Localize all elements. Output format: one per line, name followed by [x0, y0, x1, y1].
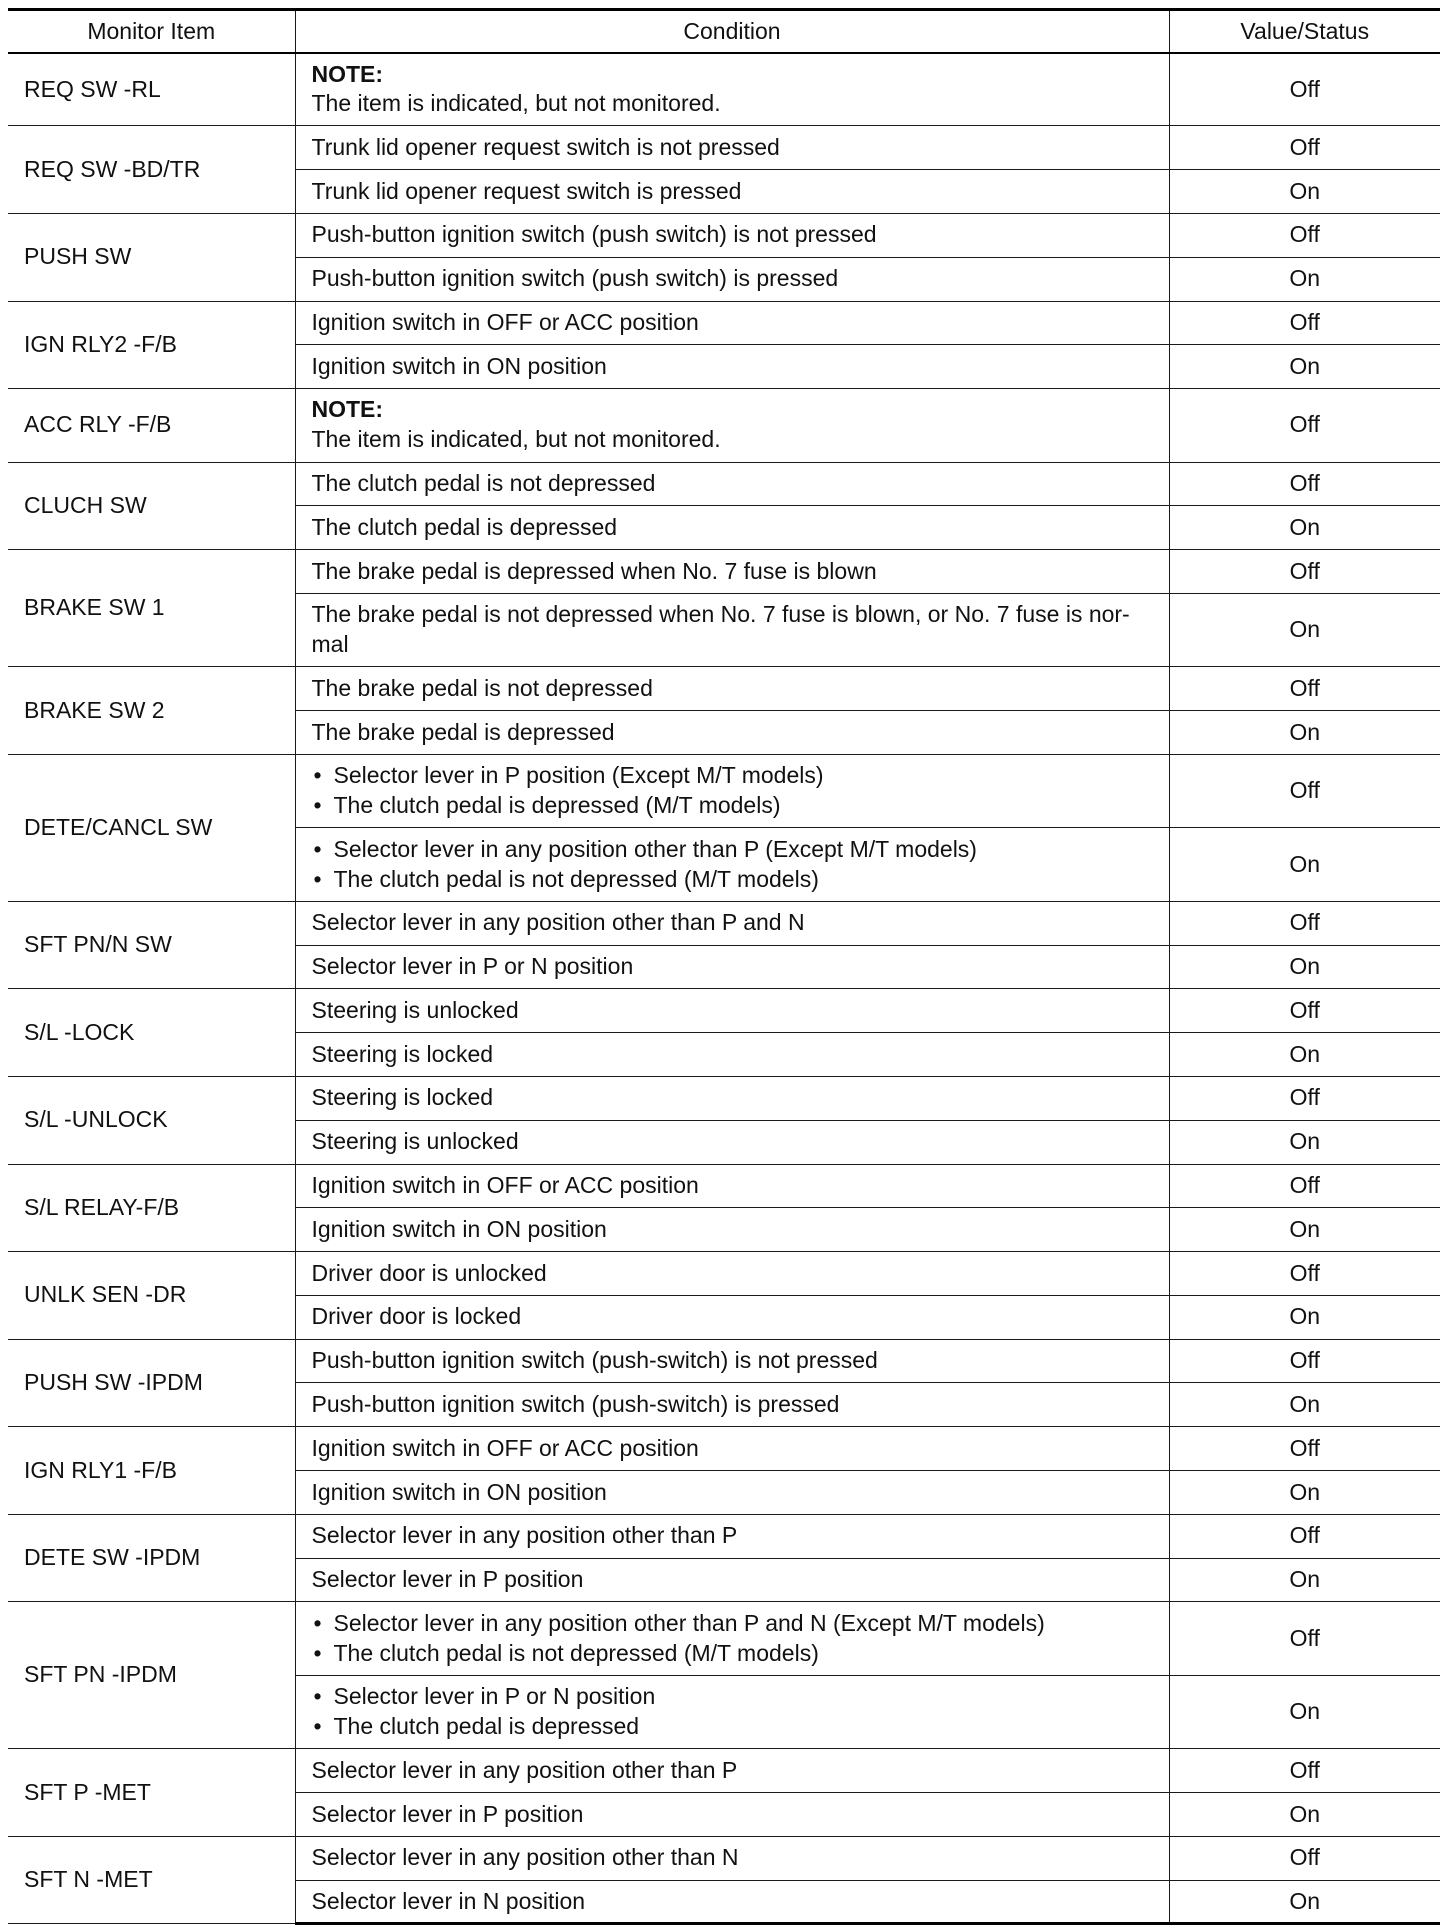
monitor-item-cell: ACC RLY -F/B	[8, 389, 295, 462]
condition-text: Driver door is unlocked	[311, 1259, 547, 1286]
condition-cell	[295, 1164, 1169, 1208]
value-status-cell: Off	[1169, 550, 1440, 594]
value-status-cell: Off	[1169, 1252, 1440, 1296]
condition-cell	[295, 257, 1169, 301]
monitor-item-cell: IGN RLY1 -F/B	[8, 1427, 295, 1515]
table-row	[8, 126, 1440, 170]
condition-cell	[295, 1383, 1169, 1427]
condition-text: The clutch pedal is not depressed	[311, 470, 656, 497]
condition-bullet-list	[312, 1609, 1153, 1669]
note-text: The item is indicated, but not monitored.	[311, 90, 721, 117]
monitor-item-cell: DETE SW -IPDM	[8, 1514, 295, 1602]
monitor-item-cell: DETE/CANCL SW	[8, 754, 295, 901]
condition-bullet-item: • The clutch pedal is not depressed (M/T models)	[312, 1639, 1153, 1669]
value-status-cell: Off	[1169, 462, 1440, 506]
condition-text: Trunk lid opener request switch is pressed	[311, 177, 742, 204]
table-row	[8, 213, 1440, 257]
table-row	[8, 754, 1440, 827]
condition-cell	[295, 901, 1169, 945]
table-row	[8, 389, 1440, 462]
monitor-item-cell: S/L -LOCK	[8, 989, 295, 1077]
monitor-item-cell: PUSH SW	[8, 213, 295, 301]
header-row	[8, 10, 1440, 53]
condition-cell	[295, 1836, 1169, 1880]
condition-cell	[295, 711, 1169, 755]
condition-cell	[295, 1471, 1169, 1515]
value-status-cell: On	[1169, 257, 1440, 301]
condition-cell	[295, 53, 1169, 126]
condition-cell	[295, 170, 1169, 214]
table-body	[8, 53, 1440, 1924]
monitor-item-cell: SFT P -MET	[8, 1749, 295, 1837]
table-row	[8, 1164, 1440, 1208]
condition-cell	[295, 989, 1169, 1033]
value-status-cell: Off	[1169, 901, 1440, 945]
value-status-cell: Off	[1169, 1514, 1440, 1558]
table-row	[8, 1836, 1440, 1880]
condition-cell	[295, 754, 1169, 827]
table-row	[8, 301, 1440, 345]
value-status-cell: Off	[1169, 1749, 1440, 1793]
condition-cell	[295, 1749, 1169, 1793]
table-row	[8, 1514, 1440, 1558]
value-status-cell: Off	[1169, 1076, 1440, 1120]
condition-text: Selector lever in N position	[311, 1887, 586, 1914]
condition-cell	[295, 828, 1169, 901]
condition-cell	[295, 1675, 1169, 1748]
condition-text: Selector lever in P position	[311, 1566, 584, 1593]
monitor-item-cell: REQ SW -RL	[8, 53, 295, 126]
value-status-cell: Off	[1169, 126, 1440, 170]
value-status-cell: On	[1169, 506, 1440, 550]
value-status-cell: Off	[1169, 389, 1440, 462]
condition-cell	[295, 1252, 1169, 1296]
condition-text: Ignition switch in OFF or ACC position	[311, 1171, 699, 1198]
header-monitor-item: Monitor Item	[8, 10, 295, 53]
condition-text: Steering is locked	[311, 1084, 494, 1111]
condition-bullet-item: • The clutch pedal is depressed	[312, 1712, 1153, 1742]
value-status-cell: Off	[1169, 989, 1440, 1033]
value-status-cell: Off	[1169, 1339, 1440, 1383]
value-status-cell: On	[1169, 711, 1440, 755]
monitor-item-cell: S/L RELAY-F/B	[8, 1164, 295, 1252]
value-status-cell: On	[1169, 1295, 1440, 1339]
monitor-item-cell: S/L -UNLOCK	[8, 1076, 295, 1164]
note-label: NOTE:	[311, 396, 384, 423]
monitor-item-cell: SFT PN/N SW	[8, 901, 295, 989]
value-status-cell: On	[1169, 1880, 1440, 1924]
value-status-cell: Off	[1169, 213, 1440, 257]
monitor-item-cell: BRAKE SW 1	[8, 550, 295, 667]
condition-text: Driver door is locked	[311, 1303, 522, 1330]
table-row	[8, 667, 1440, 711]
condition-cell	[295, 667, 1169, 711]
value-status-cell: Off	[1169, 1602, 1440, 1675]
value-status-cell: On	[1169, 945, 1440, 989]
condition-text: Ignition switch in OFF or ACC position	[311, 1434, 699, 1461]
condition-text: Steering is unlocked	[311, 1128, 519, 1155]
condition-cell	[295, 462, 1169, 506]
condition-text: Ignition switch in ON position	[311, 352, 607, 379]
value-status-cell: On	[1169, 828, 1440, 901]
value-status-cell: On	[1169, 593, 1440, 666]
value-status-cell: On	[1169, 1558, 1440, 1602]
value-status-cell: Off	[1169, 301, 1440, 345]
monitor-item-cell: BRAKE SW 2	[8, 667, 295, 755]
table-row	[8, 462, 1440, 506]
condition-text: Ignition switch in ON position	[311, 1215, 607, 1242]
value-status-cell: Off	[1169, 53, 1440, 126]
value-status-cell: On	[1169, 1675, 1440, 1748]
condition-cell	[295, 213, 1169, 257]
condition-cell	[295, 1295, 1169, 1339]
condition-text: The brake pedal is depressed	[311, 718, 615, 745]
condition-bullet-item: • Selector lever in any position other than P and N (Except M/T models)	[312, 1609, 1153, 1639]
condition-text: Steering is unlocked	[311, 996, 519, 1023]
value-status-cell: Off	[1169, 1836, 1440, 1880]
condition-cell	[295, 1120, 1169, 1164]
table-row	[8, 1339, 1440, 1383]
table-row	[8, 1076, 1440, 1120]
condition-cell	[295, 1558, 1169, 1602]
value-status-cell: On	[1169, 1383, 1440, 1427]
condition-cell	[295, 1033, 1169, 1077]
value-status-cell: Off	[1169, 1427, 1440, 1471]
condition-text: The brake pedal is not depressed	[311, 674, 653, 701]
value-status-cell: Off	[1169, 667, 1440, 711]
condition-text: Selector lever in P or N position	[311, 952, 634, 979]
condition-text: Steering is locked	[311, 1040, 494, 1067]
condition-bullet-list	[312, 761, 1153, 821]
condition-bullet-item: • Selector lever in P position (Except M/T models)	[312, 761, 1153, 791]
table-row	[8, 1427, 1440, 1471]
condition-cell	[295, 1076, 1169, 1120]
condition-cell	[295, 506, 1169, 550]
value-status-cell: On	[1169, 1793, 1440, 1837]
condition-text: Push-button ignition switch (push switch) is pressed	[311, 265, 839, 292]
condition-cell	[295, 1339, 1169, 1383]
condition-cell	[295, 126, 1169, 170]
condition-text: Selector lever in any position other than P	[311, 1756, 738, 1783]
value-status-cell: Off	[1169, 754, 1440, 827]
condition-bullet-item: • The clutch pedal is not depressed (M/T models)	[312, 865, 1153, 895]
condition-bullet-item: • The clutch pedal is depressed (M/T models)	[312, 791, 1153, 821]
table-row	[8, 1749, 1440, 1793]
value-status-cell: On	[1169, 345, 1440, 389]
condition-cell	[295, 593, 1169, 666]
header-condition: Condition	[295, 10, 1169, 53]
table-row	[8, 550, 1440, 594]
condition-text: The clutch pedal is depressed	[311, 513, 618, 540]
note-text: The item is indicated, but not monitored.	[311, 426, 721, 453]
condition-text: Ignition switch in ON position	[311, 1478, 607, 1505]
note-label: NOTE:	[311, 60, 384, 87]
table-row	[8, 989, 1440, 1033]
value-status-cell: On	[1169, 170, 1440, 214]
condition-cell	[295, 550, 1169, 594]
table-row	[8, 1252, 1440, 1296]
table-row	[8, 53, 1440, 126]
monitor-item-cell: SFT N -MET	[8, 1836, 295, 1924]
condition-cell	[295, 1793, 1169, 1837]
condition-text: Push-button ignition switch (push switch) is not pressed	[311, 221, 877, 248]
condition-bullet-item: • Selector lever in any position other than P (Except M/T models)	[312, 835, 1153, 865]
condition-text: Selector lever in any position other than N	[311, 1844, 739, 1871]
condition-bullet-list	[312, 835, 1153, 895]
condition-cell	[295, 945, 1169, 989]
value-status-cell: Off	[1169, 1164, 1440, 1208]
condition-bullet-item: • Selector lever in P or N position	[312, 1682, 1153, 1712]
condition-cell	[295, 389, 1169, 462]
value-status-cell: On	[1169, 1033, 1440, 1077]
header-value-status: Value/Status	[1169, 10, 1440, 53]
condition-bullet-list	[312, 1682, 1153, 1742]
condition-cell	[295, 301, 1169, 345]
value-status-cell: On	[1169, 1471, 1440, 1515]
monitor-item-cell: IGN RLY2 -F/B	[8, 301, 295, 389]
condition-cell	[295, 1602, 1169, 1675]
condition-text: Push-button ignition switch (push-switch) is pressed	[311, 1390, 840, 1417]
value-status-cell: On	[1169, 1120, 1440, 1164]
condition-text: Selector lever in any position other than P	[311, 1522, 738, 1549]
monitor-item-cell: SFT PN -IPDM	[8, 1602, 295, 1749]
monitor-item-cell: CLUCH SW	[8, 462, 295, 550]
monitor-item-table	[8, 8, 1440, 1925]
monitor-item-cell: PUSH SW -IPDM	[8, 1339, 295, 1427]
monitor-item-cell: REQ SW -BD/TR	[8, 126, 295, 214]
condition-cell	[295, 1880, 1169, 1924]
condition-text: Push-button ignition switch (push-switch) is not pressed	[311, 1347, 878, 1374]
condition-cell	[295, 1427, 1169, 1471]
condition-text: Selector lever in any position other than P and N	[311, 909, 805, 936]
condition-cell	[295, 1514, 1169, 1558]
table-row	[8, 901, 1440, 945]
condition-text: The brake pedal is not depressed when No. 7 fuse is blown, or No. 7 fuse is nor- mal	[311, 601, 1130, 658]
table-header	[8, 10, 1440, 53]
condition-cell	[295, 345, 1169, 389]
condition-text: The brake pedal is depressed when No. 7 fuse is blown	[311, 557, 877, 584]
condition-text: Ignition switch in OFF or ACC position	[311, 309, 699, 336]
condition-text: Trunk lid opener request switch is not pressed	[311, 133, 780, 160]
condition-text: Selector lever in P position	[311, 1800, 584, 1827]
table-row	[8, 1602, 1440, 1675]
value-status-cell: On	[1169, 1208, 1440, 1252]
condition-cell	[295, 1208, 1169, 1252]
monitor-item-cell: UNLK SEN -DR	[8, 1252, 295, 1340]
